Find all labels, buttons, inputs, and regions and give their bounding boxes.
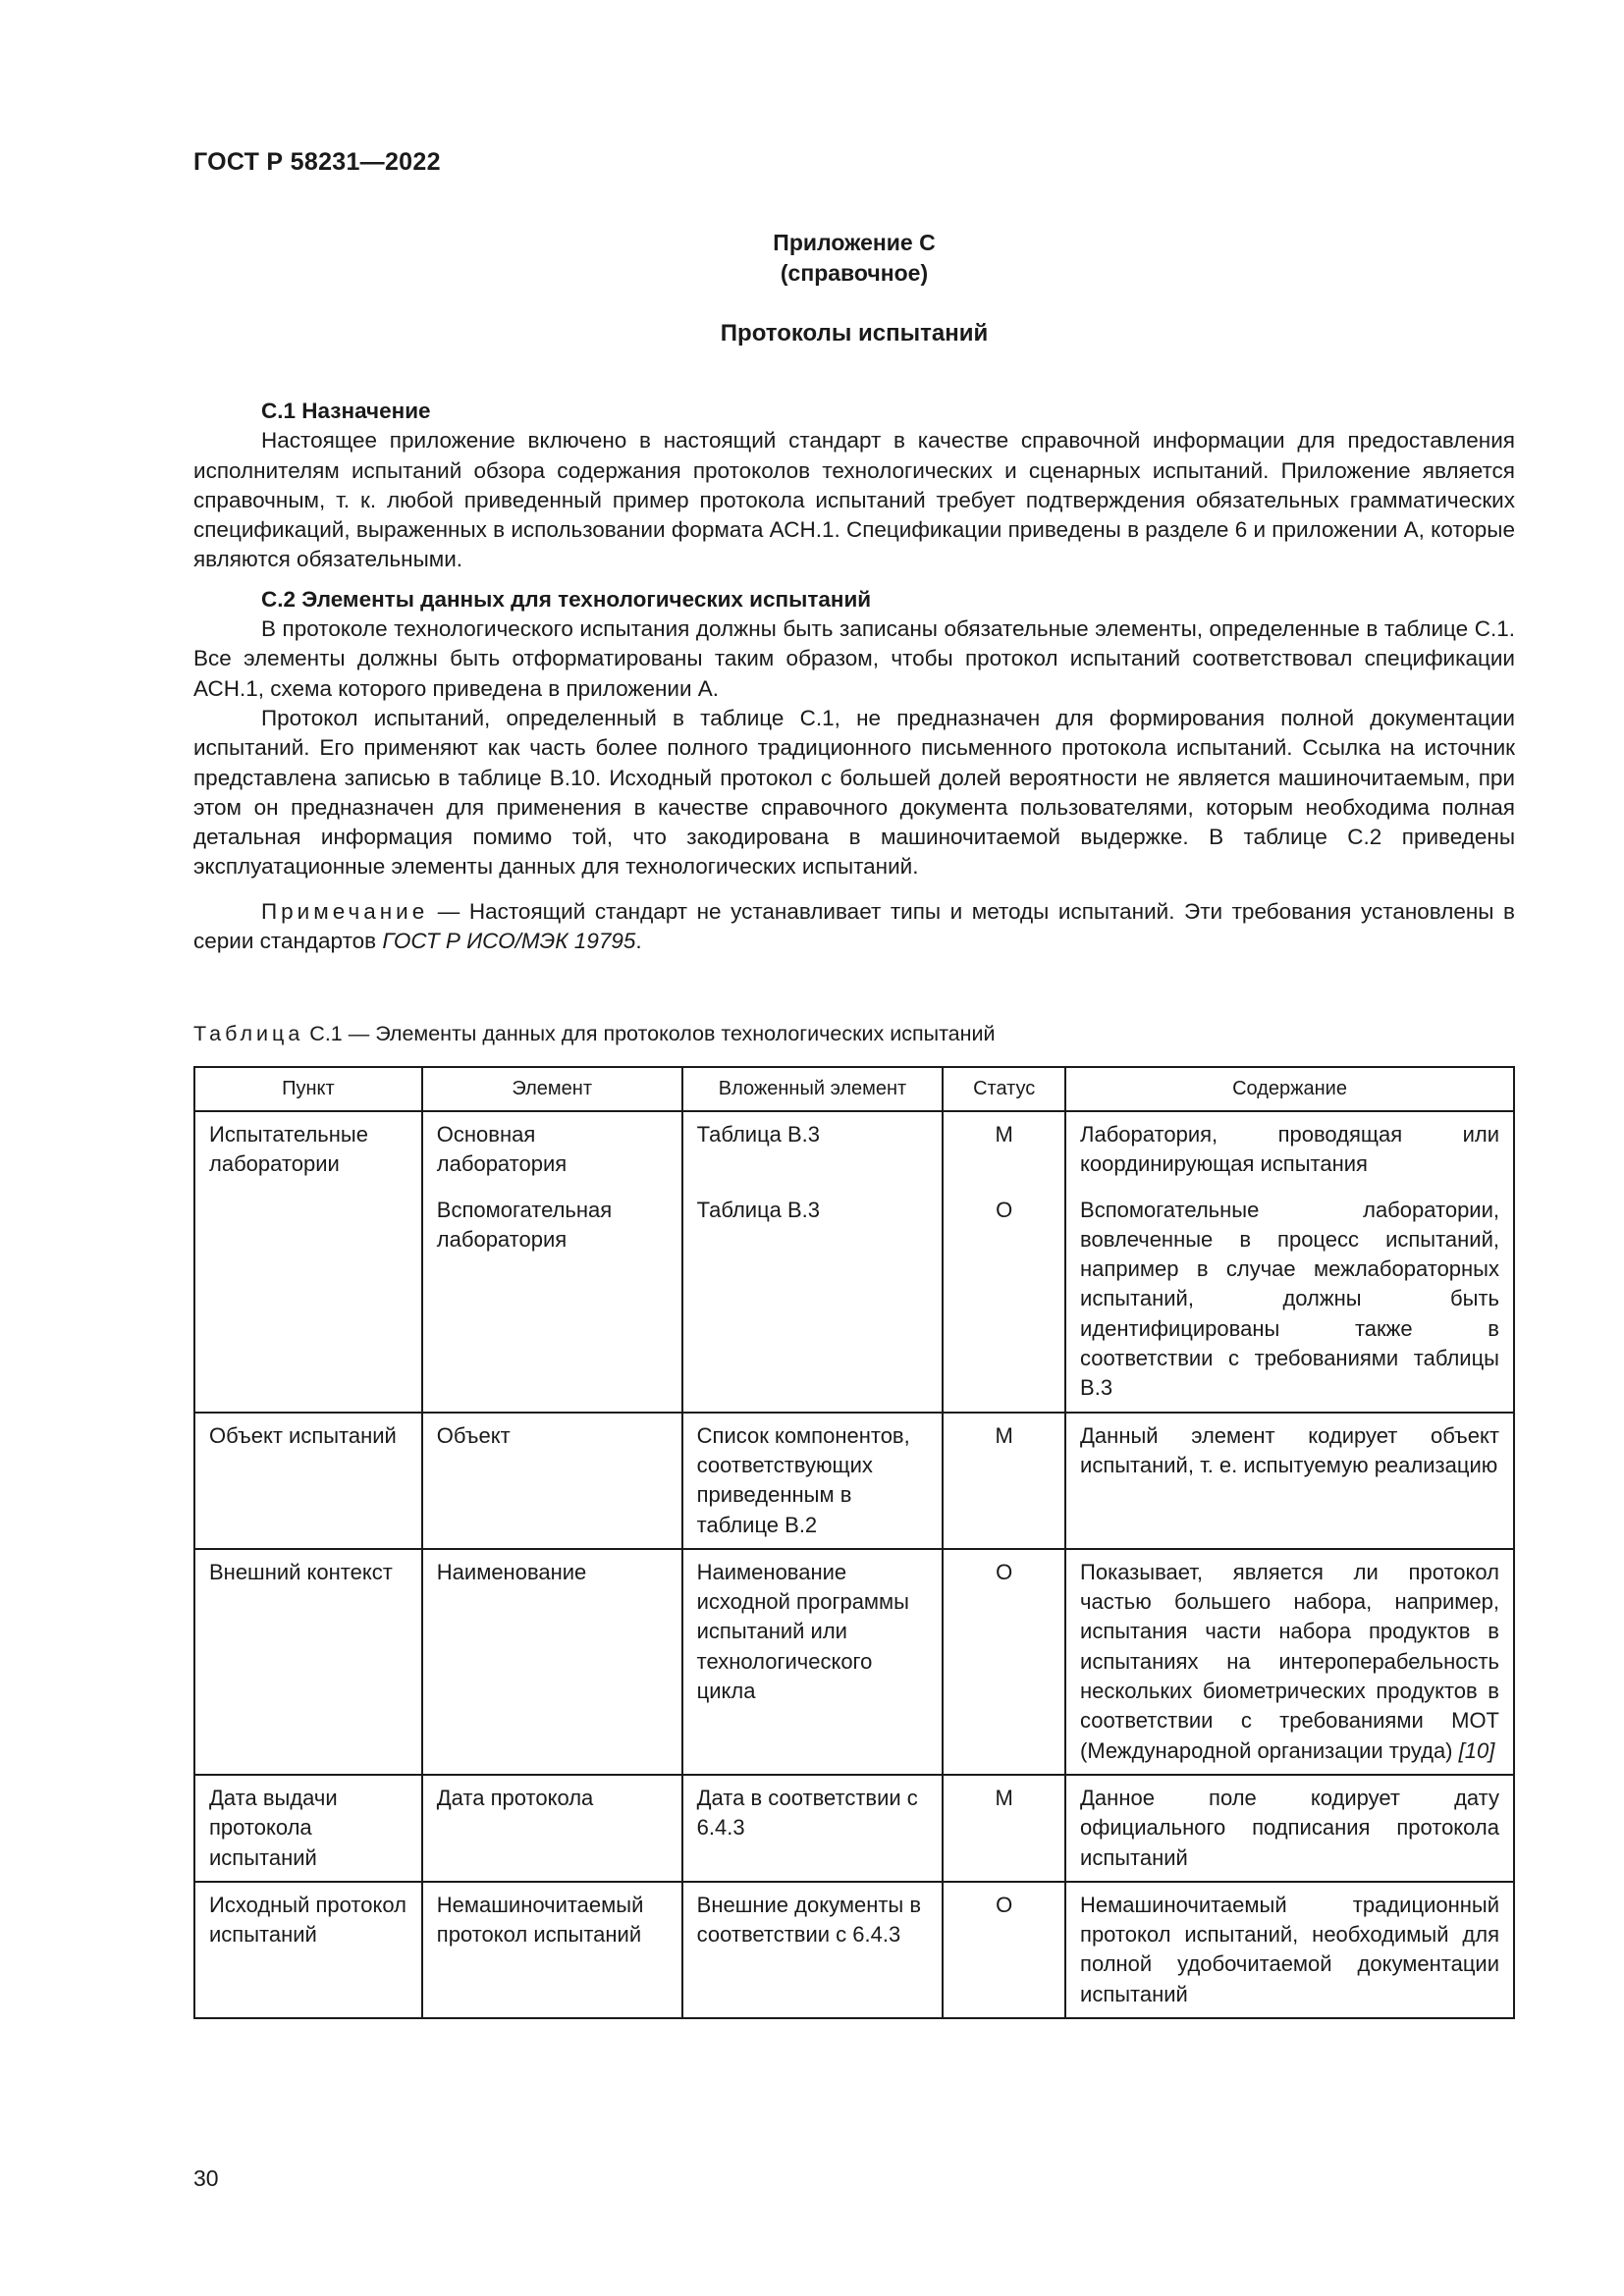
header-content: Содержание [1065,1067,1514,1111]
table-header-row [194,1067,1514,1111]
table-caption-text: С.1 — Элементы данных для протоколов технологических испытаний [303,1022,996,1045]
appendix-heading [193,228,1515,289]
note-standard-reference: ГОСТ Р ИСО/МЭК 19795 [382,929,636,954]
note-text: Настоящий стандарт не устанавливает типы и методы испытаний. Эти требования установлены в серии стандартов [193,898,1515,954]
cell-content-reference: [10] [1458,1737,1495,1763]
note-dash: — [428,898,469,924]
note-label: Примечание [261,898,429,924]
cell-item: Внешний контекст [194,1549,422,1775]
cell-nested-element: Таблица В.3 [682,1188,944,1413]
cell-element: Немашиночитаемый протокол испытаний [422,1882,682,2018]
table-row [194,1188,1514,1413]
table-row [194,1882,1514,2018]
cell-element: Наименование [422,1549,682,1775]
appendix-type: (справочное) [780,260,929,286]
cell-item [194,1188,422,1413]
cell-content [1065,1549,1514,1775]
cell-element: Вспомогательная лаборатория [422,1188,682,1413]
cell-nested-element: Наименование исходной программы испытаний или технологического цикла [682,1549,944,1775]
header-status: Статус [943,1067,1065,1111]
table-row [194,1549,1514,1775]
cell-status: О [943,1882,1065,2018]
document-body [193,397,1515,956]
cell-content: Вспомогательные лаборатории, вовлеченные в процесс испытаний, например в случае межлабораторных испытаний, должны быть идентифицированы также в соответствии с требованиями таблицы В.3 [1065,1188,1514,1413]
appendix-title: Приложение С [773,230,936,255]
data-elements-table [193,1066,1515,2019]
header-element: Элемент [422,1067,682,1111]
cell-status: М [943,1775,1065,1882]
cell-item: Исходный протокол испытаний [194,1882,422,2018]
cell-nested-element: Внешние документы в соответствии с 6.4.3 [682,1882,944,2018]
cell-content-text: Показывает, является ли протокол частью большего набора, например, испытания части набора продуктов в испытаниях на интероперабельность нескольких биометрических продуктов в соответствии с требованиями МОТ (Международной организации труда) [1080,1559,1499,1763]
cell-item: Дата выдачи протокола испытаний [194,1775,422,1882]
cell-nested-element: Таблица В.3 [682,1111,944,1188]
page-number: 30 [193,2165,219,2191]
section-2-paragraph-1: В протоколе технологического испытания должны быть записаны обязательные элементы, определенные в таблице С.1. Все элементы должны быть отформатированы таким образом, чтобы протокол испытаний соответствовал спецификации АСН.1, схема которого приведена в приложении А. [193,616,1515,701]
cell-element: Дата протокола [422,1775,682,1882]
cell-content: Немашиночитаемый традиционный протокол испытаний, необходимый для полной удобочитаемой документации испытаний [1065,1882,1514,2018]
note-end: . [635,929,642,954]
section-2-heading: С.2 Элементы данных для технологических испытаний [261,586,872,612]
section-1-heading: С.1 Назначение [261,399,431,423]
table-caption-label: Таблица [193,1022,304,1045]
table-row [194,1111,1514,1188]
cell-element: Основная лаборатория [422,1111,682,1188]
cell-nested-element: Список компонентов, соответствующих приведенным в таблице В.2 [682,1413,944,1549]
document-code: ГОСТ Р 58231—2022 [193,148,441,176]
cell-element: Объект [422,1413,682,1549]
cell-status: М [943,1111,1065,1188]
cell-status: М [943,1413,1065,1549]
note-paragraph [193,897,1515,957]
header-item: Пункт [194,1067,422,1111]
cell-content: Данное поле кодирует дату официального подписания протокола испытаний [1065,1775,1514,1882]
cell-content: Данный элемент кодирует объект испытаний, т. е. испытуемую реализацию [1065,1413,1514,1549]
cell-item: Объект испытаний [194,1413,422,1549]
section-2-paragraph-2: Протокол испытаний, определенный в таблице С.1, не предназначен для формирования полной документации испытаний. Его применяют как часть более полного традиционного письменного протокола испытаний. Ссылка на источник представлена записью в таблице В.10. Исходный протокол с большей долей вероятности не является машиночитаемым, при этом он предназначен для применения в качестве справочного документа пользователями, которым необходима полная детальная информация помимо той, что закодирована в машиночитаемой выдержке. В таблице С.2 приведены эксплуатационные элементы данных для технологических испытаний. [193,705,1515,880]
table-row [194,1775,1514,1882]
table-row [194,1413,1514,1549]
appendix-subject-title: Протоколы испытаний [720,320,989,347]
cell-status: О [943,1188,1065,1413]
section-1-paragraph: Настоящее приложение включено в настоящий стандарт в качестве справочной информации для предоставления исполнителям испытаний обзора содержания протоколов технологических и сценарных испытаний. Приложение является справочным, т. к. любой приведенный пример протокола испытаний требует подтверждения обязательных грамматических спецификаций, выраженных в использовании формата АСН.1. Спецификации приведены в разделе 6 и приложении А, которые являются обязательными. [193,428,1515,572]
cell-status: О [943,1549,1065,1775]
cell-item: Испытательные лаборатории [194,1111,422,1188]
table-caption [193,1022,996,1046]
cell-content: Лаборатория, проводящая или координирующая испытания [1065,1111,1514,1188]
cell-nested-element: Дата в соответствии с 6.4.3 [682,1775,944,1882]
header-nested-element: Вложенный элемент [682,1067,944,1111]
